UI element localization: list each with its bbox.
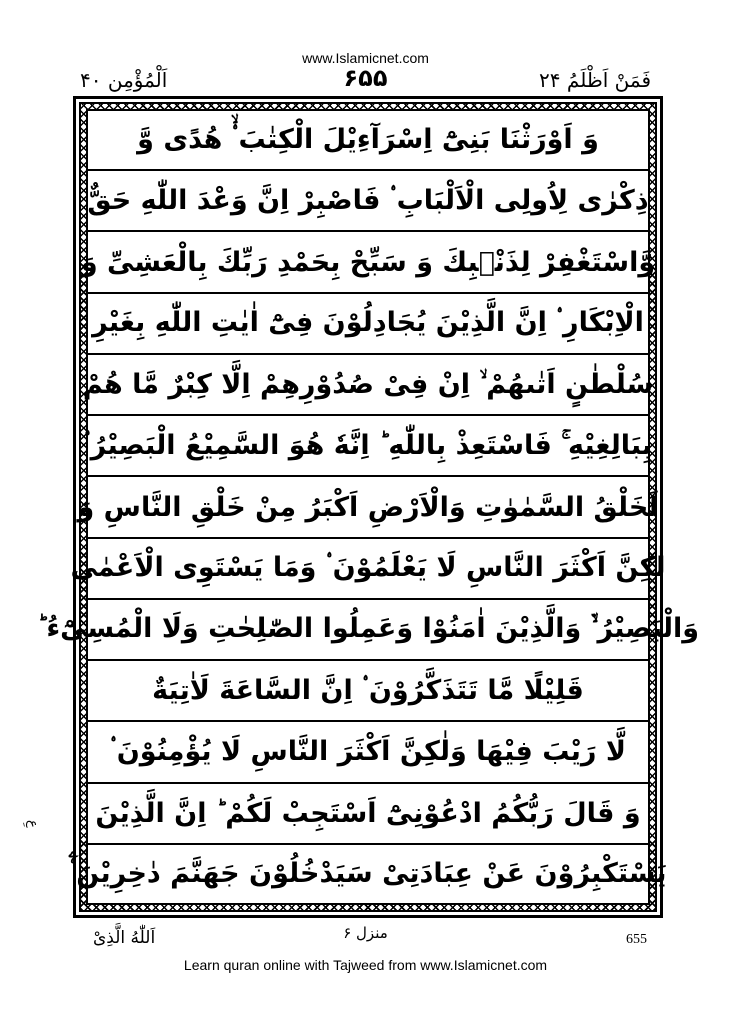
verse-line: لٰكِنَّ اَكْثَرَ النَّاسِ لَا یَعْلَمُوْنَ ۟ وَمَا یَسْتَوِی الْاَعْمٰی [70, 552, 666, 584]
verse-line: وَ اَوْرَثْنَا بَنِیْٓ اِسْرَآءِیْلَ الْكِتٰبَ ۟ۙ ھُدًی وَّ [137, 123, 599, 155]
verse-line: لَّا رَیْبَ فِیْهَا وَلٰكِنَّ اَكْثَرَ النَّاسِ لَا یُؤْمِنُوْنَ ۟ [110, 735, 626, 767]
juz-name: فَمَنْ اَظْلَمُ ۲۴ [539, 68, 651, 92]
verse-line: بِبَالِغِیْهِ ۚ فَاسْتَعِذْ بِاللّٰهِ ؕ اِنَّهٗ هُوَ السَّمِیْعُ الْبَصِیْرُ ۟ [83, 429, 653, 461]
website-url: www.Islamicnet.com [302, 50, 429, 66]
footer-credit: Learn quran online with Tajweed from www.Islamicnet.com [183, 957, 548, 973]
line-divider [88, 169, 648, 171]
verse-line: الْاِبْكَارِ ۟ اِنَّ الَّذِیْنَ یُجَادِلُوْنَ فِیْٓ اٰیٰتِ اللّٰهِ بِغَیْرِ [92, 307, 644, 339]
manzil-label: منزل ۶ [343, 924, 388, 942]
decorative-frame [36, 96, 700, 918]
page-number-arabic: ۶۵۵ [343, 64, 388, 92]
ruku-margin-note: عِ [25, 820, 40, 828]
line-divider [88, 659, 648, 661]
line-divider [88, 537, 648, 539]
verse-line: یَسْتَكْبِرُوْنَ عَنْ عِبَادَتِیْ سَیَدْخُلُوْنَ جَهَنَّمَ دٰخِرِیْنَ ۟ۧ [69, 858, 667, 890]
verse-line: لَخَلْقُ السَّمٰوٰتِ وَالْاَرْضِ اَكْبَرُ مِنْ خَلْقِ النَّاسِ وَ [77, 491, 659, 523]
verse-area [36, 109, 700, 905]
line-divider [88, 782, 648, 784]
line-divider [88, 843, 648, 845]
line-divider [88, 230, 648, 232]
page-number: 655 [626, 932, 647, 947]
verse-line: سُلْطٰنٍ اَتٰىهُمْ ۙ اِنْ فِیْ صُدُوْرِهِمْ اِلَّا كِبْرٌ مَّا هُمْ [82, 368, 654, 400]
line-divider [88, 598, 648, 600]
frame-border-pattern [36, 102, 700, 912]
verse-line: وَ قَالَ رَبُّكُمُ ادْعُوْنِیْٓ اَسْتَجِبْ لَكُمْ ؕ اِنَّ الَّذِیْنَ [95, 797, 641, 829]
line-divider [88, 292, 648, 294]
verse-line: قَلِیْلًا مَّا تَتَذَكَّرُوْنَ ۟ اِنَّ السَّاعَةَ لَاٰتِیَةٌ [152, 674, 584, 706]
line-divider [88, 720, 648, 722]
line-divider [88, 414, 648, 416]
verse-line: وَالْبَصِیْرُ ۙ۬ وَالَّذِیْنَ اٰمَنُوْا وَعَمِلُوا الصّٰلِحٰتِ وَلَا الْمُسِیْٓءُ ؕ [36, 613, 700, 645]
surah-name: اَلْمُؤْمِن ۴۰ [80, 68, 168, 92]
next-page-words: اَللّٰهُ الَّذِیْ [93, 928, 156, 948]
verse-line: وَّاسْتَغْفِرْ لِذَنْۢبِكَ وَ سَبِّحْ بِحَمْدِ رَبِّكَ بِالْعَشِیِّ وَ [80, 246, 656, 278]
verse-line: ذِكْرٰی لِاُولِی الْاَلْبَابِ ۟ فَاصْبِرْ اِنَّ وَعْدَ اللّٰهِ حَقٌّ [87, 184, 649, 216]
line-divider [88, 353, 648, 355]
line-divider [88, 475, 648, 477]
